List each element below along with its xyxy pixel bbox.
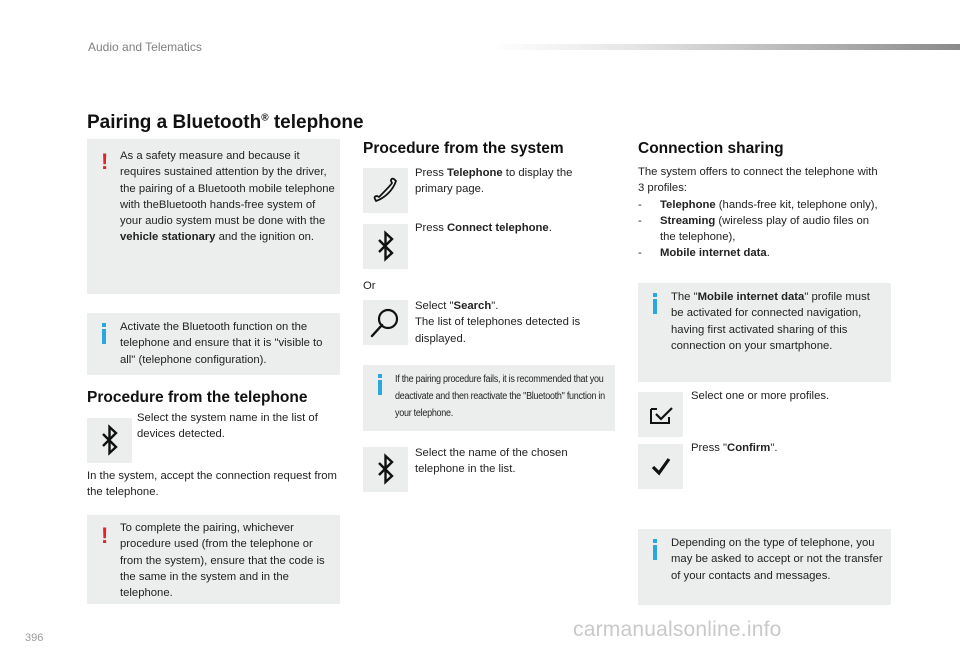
- section-header: Audio and Telematics: [88, 40, 202, 54]
- pairing-failure-info-text: If the pairing procedure fails, it is recommended that you deactivate and then reactivate the "Bluetooth" function in your telephone.: [395, 374, 605, 419]
- warning-icon: !: [101, 523, 109, 548]
- info-icon: [102, 329, 106, 344]
- header-gradient-bar: [490, 44, 960, 50]
- bluetooth-activation-info-text: Activate the Bluetooth function on the telephone and ensure that it is "visible to all" (telephone configuration).: [120, 321, 323, 366]
- system-step-search: Select "Search". The list of telephones detected is displayed.: [415, 300, 581, 345]
- info-icon: [378, 380, 382, 395]
- safety-warning-text: As a safety measure and because it requires sustained attention by the driver, the pairing of a Bluetooth mobile telephone with theBluetooth hands-free system of your audio system must be done with the vehicle stationary and the ignition on.: [120, 150, 335, 244]
- pairing-failure-info-box: [363, 365, 615, 431]
- profile-item-mobile-data: - Mobile internet data.: [638, 245, 878, 261]
- bluetooth-icon: [87, 418, 132, 463]
- safety-warning-box: [87, 139, 340, 294]
- checkbox-list-icon: [638, 392, 683, 437]
- confirm-icon-box: [638, 444, 683, 489]
- mobile-data-info-box: [638, 283, 891, 382]
- page-title: Pairing a Bluetooth® telephone: [87, 112, 364, 133]
- info-icon: [653, 545, 657, 560]
- select-profiles-step: Select one or more profiles.: [691, 390, 830, 402]
- bluetooth-icon: [363, 224, 408, 269]
- procedure-from-system-heading: Procedure from the system: [363, 140, 564, 157]
- phone-icon-box: [363, 168, 408, 213]
- bluetooth-icon-box: [363, 224, 408, 269]
- system-step-select-name: Select the name of the chosen telephone in the list.: [415, 447, 568, 476]
- search-icon-box: [363, 300, 408, 345]
- profile-item-telephone: - Telephone (hands-free kit, telephone only),: [638, 197, 878, 213]
- warning-icon: !: [101, 149, 109, 174]
- connection-sharing-heading: Connection sharing: [638, 140, 784, 157]
- connection-sharing-intro: The system offers to connect the telephone with 3 profiles: - Telephone (hands-free kit, telephone only), - Streaming (wireless play of audio files on the telephone), - Mobile internet data.: [638, 164, 878, 262]
- contacts-transfer-info-box: [638, 529, 891, 605]
- pairing-code-warning-text: To complete the pairing, whichever procedure used (from the telephone or from the system), ensure that the code is the same in the system and in the telephone.: [120, 522, 325, 600]
- profile-list: [638, 197, 878, 262]
- info-icon: [653, 299, 657, 314]
- contacts-transfer-info-text: Depending on the type of telephone, you may be asked to accept or not the transfer of your contacts and messages.: [671, 537, 883, 582]
- magnifier-icon: [363, 300, 408, 345]
- profile-item-streaming: - Streaming (wireless play of audio files on the telephone),: [638, 213, 878, 246]
- checkmark-icon: [638, 444, 683, 489]
- page-number: 396: [25, 632, 44, 644]
- or-text: Or: [363, 280, 376, 292]
- press-confirm-step: Press "Confirm".: [691, 442, 778, 454]
- system-step-connect-telephone: Press Connect telephone.: [415, 222, 552, 234]
- telephone-step-select-system: Select the system name in the list of devices detected.: [137, 412, 318, 441]
- bluetooth-activation-info-box: [87, 313, 340, 375]
- watermark: carmanualsonline.info: [573, 618, 782, 641]
- pairing-code-warning-box: [87, 515, 340, 604]
- bluetooth-icon: [363, 447, 408, 492]
- bluetooth-icon-box: [87, 418, 132, 463]
- accept-connection-text: In the system, accept the connection request from the telephone.: [87, 470, 337, 499]
- checklist-icon-box: [638, 392, 683, 437]
- phone-handset-icon: [363, 168, 408, 213]
- system-step-press-telephone: Press Telephone to display the primary page.: [415, 167, 573, 196]
- bluetooth-icon-box: [363, 447, 408, 492]
- procedure-from-telephone-heading: Procedure from the telephone: [87, 389, 308, 406]
- mobile-data-info-text: The "Mobile internet data" profile must be activated for connected navigation, having first activated sharing of this connection on your smartphone.: [671, 291, 870, 352]
